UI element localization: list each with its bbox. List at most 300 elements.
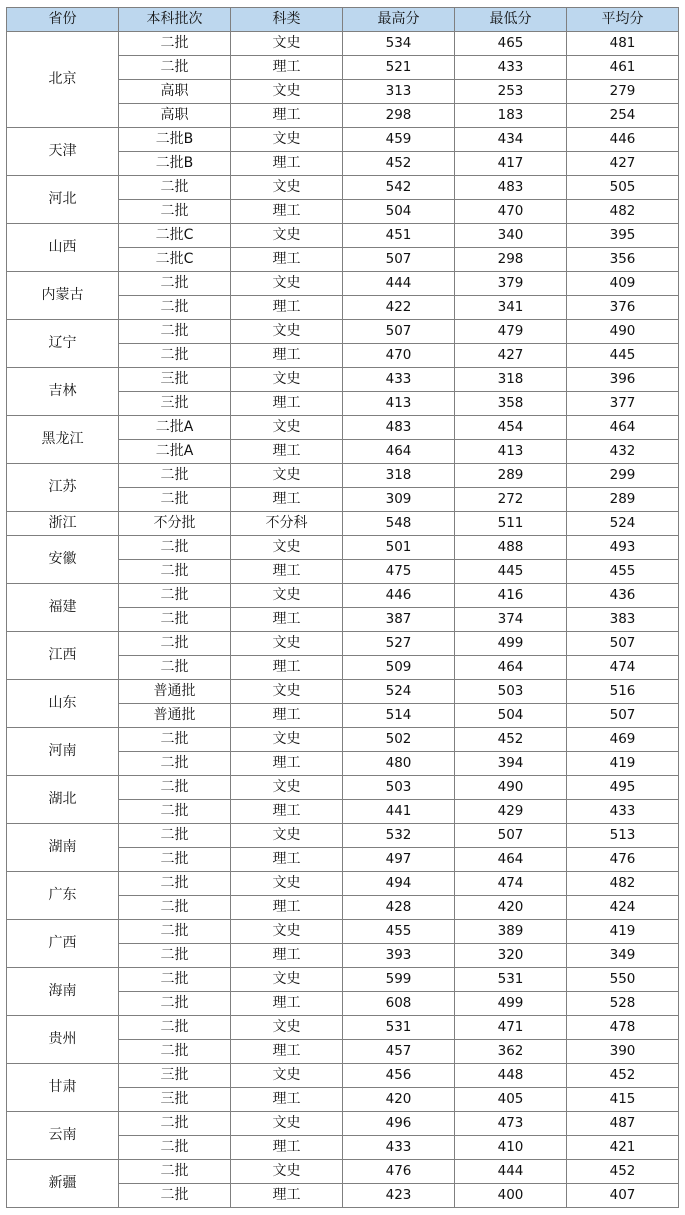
cell-category: 文史 (231, 1160, 343, 1184)
cell-min-score: 499 (455, 632, 567, 656)
cell-avg-score: 407 (567, 1184, 679, 1208)
cell-category: 文史 (231, 680, 343, 704)
cell-avg-score: 383 (567, 608, 679, 632)
score-table-container (6, 7, 679, 1208)
cell-province: 云南 (7, 1112, 119, 1160)
cell-min-score: 445 (455, 560, 567, 584)
table-row (7, 416, 679, 440)
table-row (7, 128, 679, 152)
cell-min-score: 341 (455, 296, 567, 320)
cell-batch: 二批 (119, 1040, 231, 1064)
cell-avg-score: 550 (567, 968, 679, 992)
cell-category: 理工 (231, 1184, 343, 1208)
cell-province: 安徽 (7, 536, 119, 584)
cell-max-score: 504 (343, 200, 455, 224)
header-row (7, 8, 679, 32)
cell-category: 文史 (231, 176, 343, 200)
cell-avg-score: 469 (567, 728, 679, 752)
cell-avg-score: 474 (567, 656, 679, 680)
cell-max-score: 451 (343, 224, 455, 248)
cell-min-score: 499 (455, 992, 567, 1016)
cell-category: 不分科 (231, 512, 343, 536)
cell-max-score: 527 (343, 632, 455, 656)
cell-province: 辽宁 (7, 320, 119, 368)
cell-category: 理工 (231, 944, 343, 968)
cell-avg-score: 433 (567, 800, 679, 824)
cell-min-score: 298 (455, 248, 567, 272)
table-row (7, 1112, 679, 1136)
cell-max-score: 457 (343, 1040, 455, 1064)
cell-avg-score: 507 (567, 632, 679, 656)
cell-batch: 二批B (119, 152, 231, 176)
cell-min-score: 379 (455, 272, 567, 296)
cell-max-score: 514 (343, 704, 455, 728)
cell-province: 吉林 (7, 368, 119, 416)
cell-batch: 二批 (119, 920, 231, 944)
cell-avg-score: 424 (567, 896, 679, 920)
cell-avg-score: 432 (567, 440, 679, 464)
cell-batch: 二批 (119, 464, 231, 488)
cell-batch: 二批 (119, 488, 231, 512)
table-row (7, 1016, 679, 1040)
cell-batch: 三批 (119, 368, 231, 392)
cell-category: 文史 (231, 968, 343, 992)
cell-batch: 二批C (119, 224, 231, 248)
cell-min-score: 389 (455, 920, 567, 944)
cell-min-score: 470 (455, 200, 567, 224)
cell-min-score: 434 (455, 128, 567, 152)
table-body (7, 32, 679, 1208)
table-row (7, 1064, 679, 1088)
cell-avg-score: 487 (567, 1112, 679, 1136)
cell-min-score: 427 (455, 344, 567, 368)
cell-avg-score: 419 (567, 920, 679, 944)
cell-avg-score: 461 (567, 56, 679, 80)
cell-avg-score: 505 (567, 176, 679, 200)
cell-avg-score: 455 (567, 560, 679, 584)
cell-max-score: 599 (343, 968, 455, 992)
cell-max-score: 452 (343, 152, 455, 176)
table-row (7, 872, 679, 896)
cell-batch: 二批 (119, 800, 231, 824)
cell-batch: 二批A (119, 416, 231, 440)
cell-province: 黑龙江 (7, 416, 119, 464)
cell-province: 山西 (7, 224, 119, 272)
cell-category: 文史 (231, 272, 343, 296)
cell-batch: 二批 (119, 752, 231, 776)
cell-batch: 二批 (119, 32, 231, 56)
cell-category: 文史 (231, 776, 343, 800)
cell-max-score: 509 (343, 656, 455, 680)
cell-category: 理工 (231, 608, 343, 632)
cell-batch: 二批 (119, 176, 231, 200)
cell-min-score: 503 (455, 680, 567, 704)
cell-max-score: 309 (343, 488, 455, 512)
cell-min-score: 490 (455, 776, 567, 800)
cell-avg-score: 254 (567, 104, 679, 128)
header-avg-score: 平均分 (567, 8, 679, 32)
cell-min-score: 488 (455, 536, 567, 560)
table-row (7, 368, 679, 392)
cell-avg-score: 478 (567, 1016, 679, 1040)
cell-batch: 普通批 (119, 704, 231, 728)
cell-batch: 二批 (119, 1136, 231, 1160)
cell-avg-score: 464 (567, 416, 679, 440)
cell-batch: 不分批 (119, 512, 231, 536)
cell-category: 理工 (231, 344, 343, 368)
cell-min-score: 272 (455, 488, 567, 512)
cell-max-score: 413 (343, 392, 455, 416)
cell-max-score: 433 (343, 368, 455, 392)
cell-min-score: 448 (455, 1064, 567, 1088)
cell-max-score: 428 (343, 896, 455, 920)
cell-batch: 普通批 (119, 680, 231, 704)
cell-min-score: 454 (455, 416, 567, 440)
cell-max-score: 446 (343, 584, 455, 608)
cell-max-score: 393 (343, 944, 455, 968)
cell-max-score: 480 (343, 752, 455, 776)
cell-min-score: 507 (455, 824, 567, 848)
cell-max-score: 496 (343, 1112, 455, 1136)
score-table (6, 7, 679, 1208)
cell-category: 文史 (231, 80, 343, 104)
cell-min-score: 464 (455, 656, 567, 680)
cell-avg-score: 482 (567, 200, 679, 224)
table-row (7, 224, 679, 248)
cell-batch: 二批 (119, 656, 231, 680)
cell-category: 文史 (231, 632, 343, 656)
cell-batch: 二批 (119, 1112, 231, 1136)
cell-batch: 二批 (119, 584, 231, 608)
table-row (7, 1160, 679, 1184)
cell-max-score: 298 (343, 104, 455, 128)
cell-avg-score: 289 (567, 488, 679, 512)
cell-category: 理工 (231, 656, 343, 680)
cell-category: 理工 (231, 1040, 343, 1064)
cell-min-score: 433 (455, 56, 567, 80)
cell-province: 海南 (7, 968, 119, 1016)
cell-min-score: 511 (455, 512, 567, 536)
cell-avg-score: 446 (567, 128, 679, 152)
cell-max-score: 433 (343, 1136, 455, 1160)
cell-min-score: 471 (455, 1016, 567, 1040)
cell-min-score: 429 (455, 800, 567, 824)
table-row (7, 512, 679, 536)
cell-max-score: 456 (343, 1064, 455, 1088)
cell-min-score: 340 (455, 224, 567, 248)
cell-category: 理工 (231, 296, 343, 320)
cell-batch: 二批 (119, 1184, 231, 1208)
cell-category: 理工 (231, 752, 343, 776)
table-row (7, 776, 679, 800)
cell-province: 湖北 (7, 776, 119, 824)
cell-min-score: 400 (455, 1184, 567, 1208)
cell-category: 文史 (231, 872, 343, 896)
cell-category: 理工 (231, 560, 343, 584)
cell-avg-score: 299 (567, 464, 679, 488)
cell-category: 理工 (231, 440, 343, 464)
cell-max-score: 503 (343, 776, 455, 800)
cell-province: 山东 (7, 680, 119, 728)
cell-province: 河北 (7, 176, 119, 224)
cell-category: 理工 (231, 200, 343, 224)
cell-max-score: 521 (343, 56, 455, 80)
cell-category: 文史 (231, 536, 343, 560)
cell-category: 文史 (231, 320, 343, 344)
cell-max-score: 318 (343, 464, 455, 488)
cell-batch: 二批 (119, 632, 231, 656)
cell-avg-score: 390 (567, 1040, 679, 1064)
cell-category: 理工 (231, 992, 343, 1016)
cell-batch: 高职 (119, 104, 231, 128)
header-max-score: 最高分 (343, 8, 455, 32)
cell-min-score: 416 (455, 584, 567, 608)
header-category: 科类 (231, 8, 343, 32)
cell-avg-score: 377 (567, 392, 679, 416)
cell-max-score: 387 (343, 608, 455, 632)
cell-min-score: 410 (455, 1136, 567, 1160)
cell-min-score: 473 (455, 1112, 567, 1136)
cell-province: 新疆 (7, 1160, 119, 1208)
header-batch: 本科批次 (119, 8, 231, 32)
table-row (7, 464, 679, 488)
table-row (7, 968, 679, 992)
cell-min-score: 420 (455, 896, 567, 920)
cell-batch: 二批 (119, 848, 231, 872)
cell-avg-score: 516 (567, 680, 679, 704)
cell-avg-score: 495 (567, 776, 679, 800)
cell-batch: 高职 (119, 80, 231, 104)
cell-category: 理工 (231, 248, 343, 272)
cell-max-score: 313 (343, 80, 455, 104)
cell-min-score: 531 (455, 968, 567, 992)
cell-province: 广东 (7, 872, 119, 920)
cell-category: 文史 (231, 1016, 343, 1040)
cell-min-score: 405 (455, 1088, 567, 1112)
cell-max-score: 464 (343, 440, 455, 464)
cell-max-score: 441 (343, 800, 455, 824)
cell-category: 理工 (231, 1088, 343, 1112)
cell-avg-score: 490 (567, 320, 679, 344)
cell-category: 文史 (231, 824, 343, 848)
cell-min-score: 417 (455, 152, 567, 176)
cell-category: 理工 (231, 56, 343, 80)
header-min-score: 最低分 (455, 8, 567, 32)
cell-max-score: 475 (343, 560, 455, 584)
table-row (7, 320, 679, 344)
cell-category: 文史 (231, 368, 343, 392)
cell-province: 内蒙古 (7, 272, 119, 320)
cell-batch: 二批 (119, 296, 231, 320)
cell-batch: 二批 (119, 824, 231, 848)
cell-batch: 二批 (119, 896, 231, 920)
cell-min-score: 474 (455, 872, 567, 896)
cell-category: 文史 (231, 224, 343, 248)
table-row (7, 584, 679, 608)
cell-batch: 二批B (119, 128, 231, 152)
table-row (7, 536, 679, 560)
table-row (7, 728, 679, 752)
header-province: 省份 (7, 8, 119, 32)
cell-province: 北京 (7, 32, 119, 128)
cell-min-score: 452 (455, 728, 567, 752)
table-row (7, 176, 679, 200)
cell-min-score: 253 (455, 80, 567, 104)
cell-province: 福建 (7, 584, 119, 632)
cell-min-score: 320 (455, 944, 567, 968)
cell-category: 文史 (231, 584, 343, 608)
cell-category: 理工 (231, 1136, 343, 1160)
cell-max-score: 534 (343, 32, 455, 56)
cell-avg-score: 482 (567, 872, 679, 896)
cell-province: 贵州 (7, 1016, 119, 1064)
cell-batch: 二批 (119, 536, 231, 560)
cell-max-score: 501 (343, 536, 455, 560)
table-row (7, 32, 679, 56)
cell-max-score: 548 (343, 512, 455, 536)
cell-max-score: 483 (343, 416, 455, 440)
cell-min-score: 183 (455, 104, 567, 128)
cell-max-score: 470 (343, 344, 455, 368)
cell-province: 湖南 (7, 824, 119, 872)
cell-max-score: 420 (343, 1088, 455, 1112)
cell-category: 文史 (231, 920, 343, 944)
cell-avg-score: 476 (567, 848, 679, 872)
cell-category: 理工 (231, 152, 343, 176)
cell-max-score: 444 (343, 272, 455, 296)
cell-max-score: 507 (343, 248, 455, 272)
table-row (7, 632, 679, 656)
cell-province: 甘肃 (7, 1064, 119, 1112)
cell-category: 理工 (231, 848, 343, 872)
cell-min-score: 464 (455, 848, 567, 872)
cell-min-score: 362 (455, 1040, 567, 1064)
cell-category: 文史 (231, 728, 343, 752)
cell-province: 浙江 (7, 512, 119, 536)
cell-batch: 三批 (119, 392, 231, 416)
cell-category: 理工 (231, 896, 343, 920)
cell-avg-score: 513 (567, 824, 679, 848)
cell-category: 文史 (231, 1064, 343, 1088)
cell-batch: 二批 (119, 608, 231, 632)
table-row (7, 824, 679, 848)
cell-max-score: 542 (343, 176, 455, 200)
cell-avg-score: 415 (567, 1088, 679, 1112)
cell-avg-score: 395 (567, 224, 679, 248)
cell-batch: 三批 (119, 1088, 231, 1112)
cell-province: 河南 (7, 728, 119, 776)
cell-max-score: 476 (343, 1160, 455, 1184)
cell-avg-score: 356 (567, 248, 679, 272)
cell-max-score: 423 (343, 1184, 455, 1208)
cell-category: 文史 (231, 464, 343, 488)
cell-avg-score: 349 (567, 944, 679, 968)
cell-min-score: 358 (455, 392, 567, 416)
cell-category: 理工 (231, 704, 343, 728)
cell-avg-score: 427 (567, 152, 679, 176)
table-row (7, 272, 679, 296)
cell-max-score: 494 (343, 872, 455, 896)
cell-province: 天津 (7, 128, 119, 176)
cell-province: 江苏 (7, 464, 119, 512)
cell-category: 文史 (231, 1112, 343, 1136)
cell-category: 文史 (231, 32, 343, 56)
cell-batch: 二批 (119, 872, 231, 896)
cell-batch: 二批 (119, 560, 231, 584)
cell-avg-score: 445 (567, 344, 679, 368)
cell-batch: 二批 (119, 992, 231, 1016)
table-row (7, 920, 679, 944)
cell-batch: 二批 (119, 56, 231, 80)
cell-max-score: 502 (343, 728, 455, 752)
cell-min-score: 318 (455, 368, 567, 392)
cell-batch: 二批A (119, 440, 231, 464)
cell-avg-score: 396 (567, 368, 679, 392)
cell-avg-score: 419 (567, 752, 679, 776)
cell-category: 理工 (231, 800, 343, 824)
table-row (7, 680, 679, 704)
cell-min-score: 504 (455, 704, 567, 728)
cell-max-score: 455 (343, 920, 455, 944)
cell-avg-score: 376 (567, 296, 679, 320)
cell-batch: 二批 (119, 272, 231, 296)
cell-batch: 二批 (119, 1016, 231, 1040)
cell-avg-score: 507 (567, 704, 679, 728)
cell-batch: 二批 (119, 968, 231, 992)
cell-avg-score: 279 (567, 80, 679, 104)
cell-avg-score: 436 (567, 584, 679, 608)
cell-max-score: 507 (343, 320, 455, 344)
cell-category: 理工 (231, 488, 343, 512)
cell-batch: 二批 (119, 1160, 231, 1184)
cell-max-score: 608 (343, 992, 455, 1016)
cell-avg-score: 452 (567, 1064, 679, 1088)
cell-avg-score: 481 (567, 32, 679, 56)
cell-category: 理工 (231, 392, 343, 416)
cell-max-score: 497 (343, 848, 455, 872)
cell-category: 文史 (231, 416, 343, 440)
cell-batch: 二批 (119, 344, 231, 368)
cell-avg-score: 452 (567, 1160, 679, 1184)
cell-min-score: 394 (455, 752, 567, 776)
cell-province: 广西 (7, 920, 119, 968)
cell-avg-score: 493 (567, 536, 679, 560)
cell-batch: 二批 (119, 320, 231, 344)
cell-batch: 二批 (119, 776, 231, 800)
cell-batch: 二批 (119, 728, 231, 752)
cell-avg-score: 421 (567, 1136, 679, 1160)
cell-max-score: 532 (343, 824, 455, 848)
cell-batch: 二批C (119, 248, 231, 272)
cell-max-score: 531 (343, 1016, 455, 1040)
cell-min-score: 444 (455, 1160, 567, 1184)
cell-max-score: 422 (343, 296, 455, 320)
cell-min-score: 483 (455, 176, 567, 200)
cell-min-score: 374 (455, 608, 567, 632)
cell-avg-score: 528 (567, 992, 679, 1016)
cell-max-score: 524 (343, 680, 455, 704)
cell-category: 文史 (231, 128, 343, 152)
cell-avg-score: 409 (567, 272, 679, 296)
cell-avg-score: 524 (567, 512, 679, 536)
cell-batch: 二批 (119, 944, 231, 968)
cell-category: 理工 (231, 104, 343, 128)
cell-batch: 二批 (119, 200, 231, 224)
cell-province: 江西 (7, 632, 119, 680)
cell-min-score: 413 (455, 440, 567, 464)
cell-min-score: 289 (455, 464, 567, 488)
cell-min-score: 479 (455, 320, 567, 344)
